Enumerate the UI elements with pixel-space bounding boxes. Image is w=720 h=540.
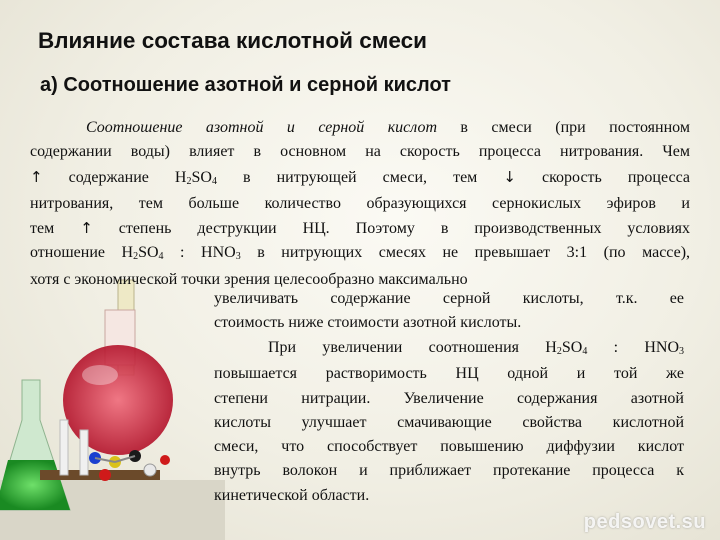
p1-line-4: нитрования, тем больше количество образующихся сернокислых эфиров и [30,194,690,212]
slide-subtitle: а) Соотношение азотной и серной кислот [40,74,451,96]
p2-line-5: смеси, что способствует повышению диффузии кислот [214,438,684,456]
p1-line-8: увеличивать содержание серной кислоты, т.к. ее [214,290,684,307]
watermark-logo: pedsovet.su [583,511,706,533]
p2-line-2: повышается растворимость НЦ одной и той же [214,365,684,383]
p2-line-4: кислоты улучшает смачивающие свойства кислотной [214,413,684,431]
lab-glassware-illustration [0,270,225,540]
p2-line-1: При увеличении соотношения Н2SO4 : HNO3 [268,339,685,357]
paragraph-2 [214,336,684,508]
slide-title: Влияние состава кислотной смеси [38,28,427,53]
p1-line-7: хотя с экономической точки зрения целесообразно максимально [30,270,468,288]
p2-line-3: степени нитрации. Увеличение содержания азотной [214,389,684,407]
paragraph-1 [30,116,690,292]
up-arrow-icon: ↑ [30,167,43,186]
p2-line-6: внутрь волокон и приближает протекание процесса к [214,462,684,480]
up-arrow-icon: ↑ [80,219,93,238]
p1-line-1: Соотношение азотной и серной кислот в смеси (при постоянном [86,119,690,136]
p1-line-5: тем ↑ степень деструкции НЦ. Поэтому в производственных условиях [30,219,690,238]
p1-line-2: содержании воды) влияет в основном на скорость процесса нитрования. Чем [30,143,690,161]
p1-line-9: стоимость ниже стоимости азотной кислоты. [214,314,522,332]
down-arrow-icon: ↓ [503,167,516,186]
paragraph-1-continued [214,287,684,336]
p1-line-3: ↑ содержание Н2SO4 в нитрующей смеси, тем ↓ скорость процесса [30,167,690,187]
p2-line-7: кинетической области. [214,486,370,504]
p1-line-6: отношение Н2SO4 : HNO3 в нитрующих смесях не превышает 3:1 (по массе), [30,244,691,263]
